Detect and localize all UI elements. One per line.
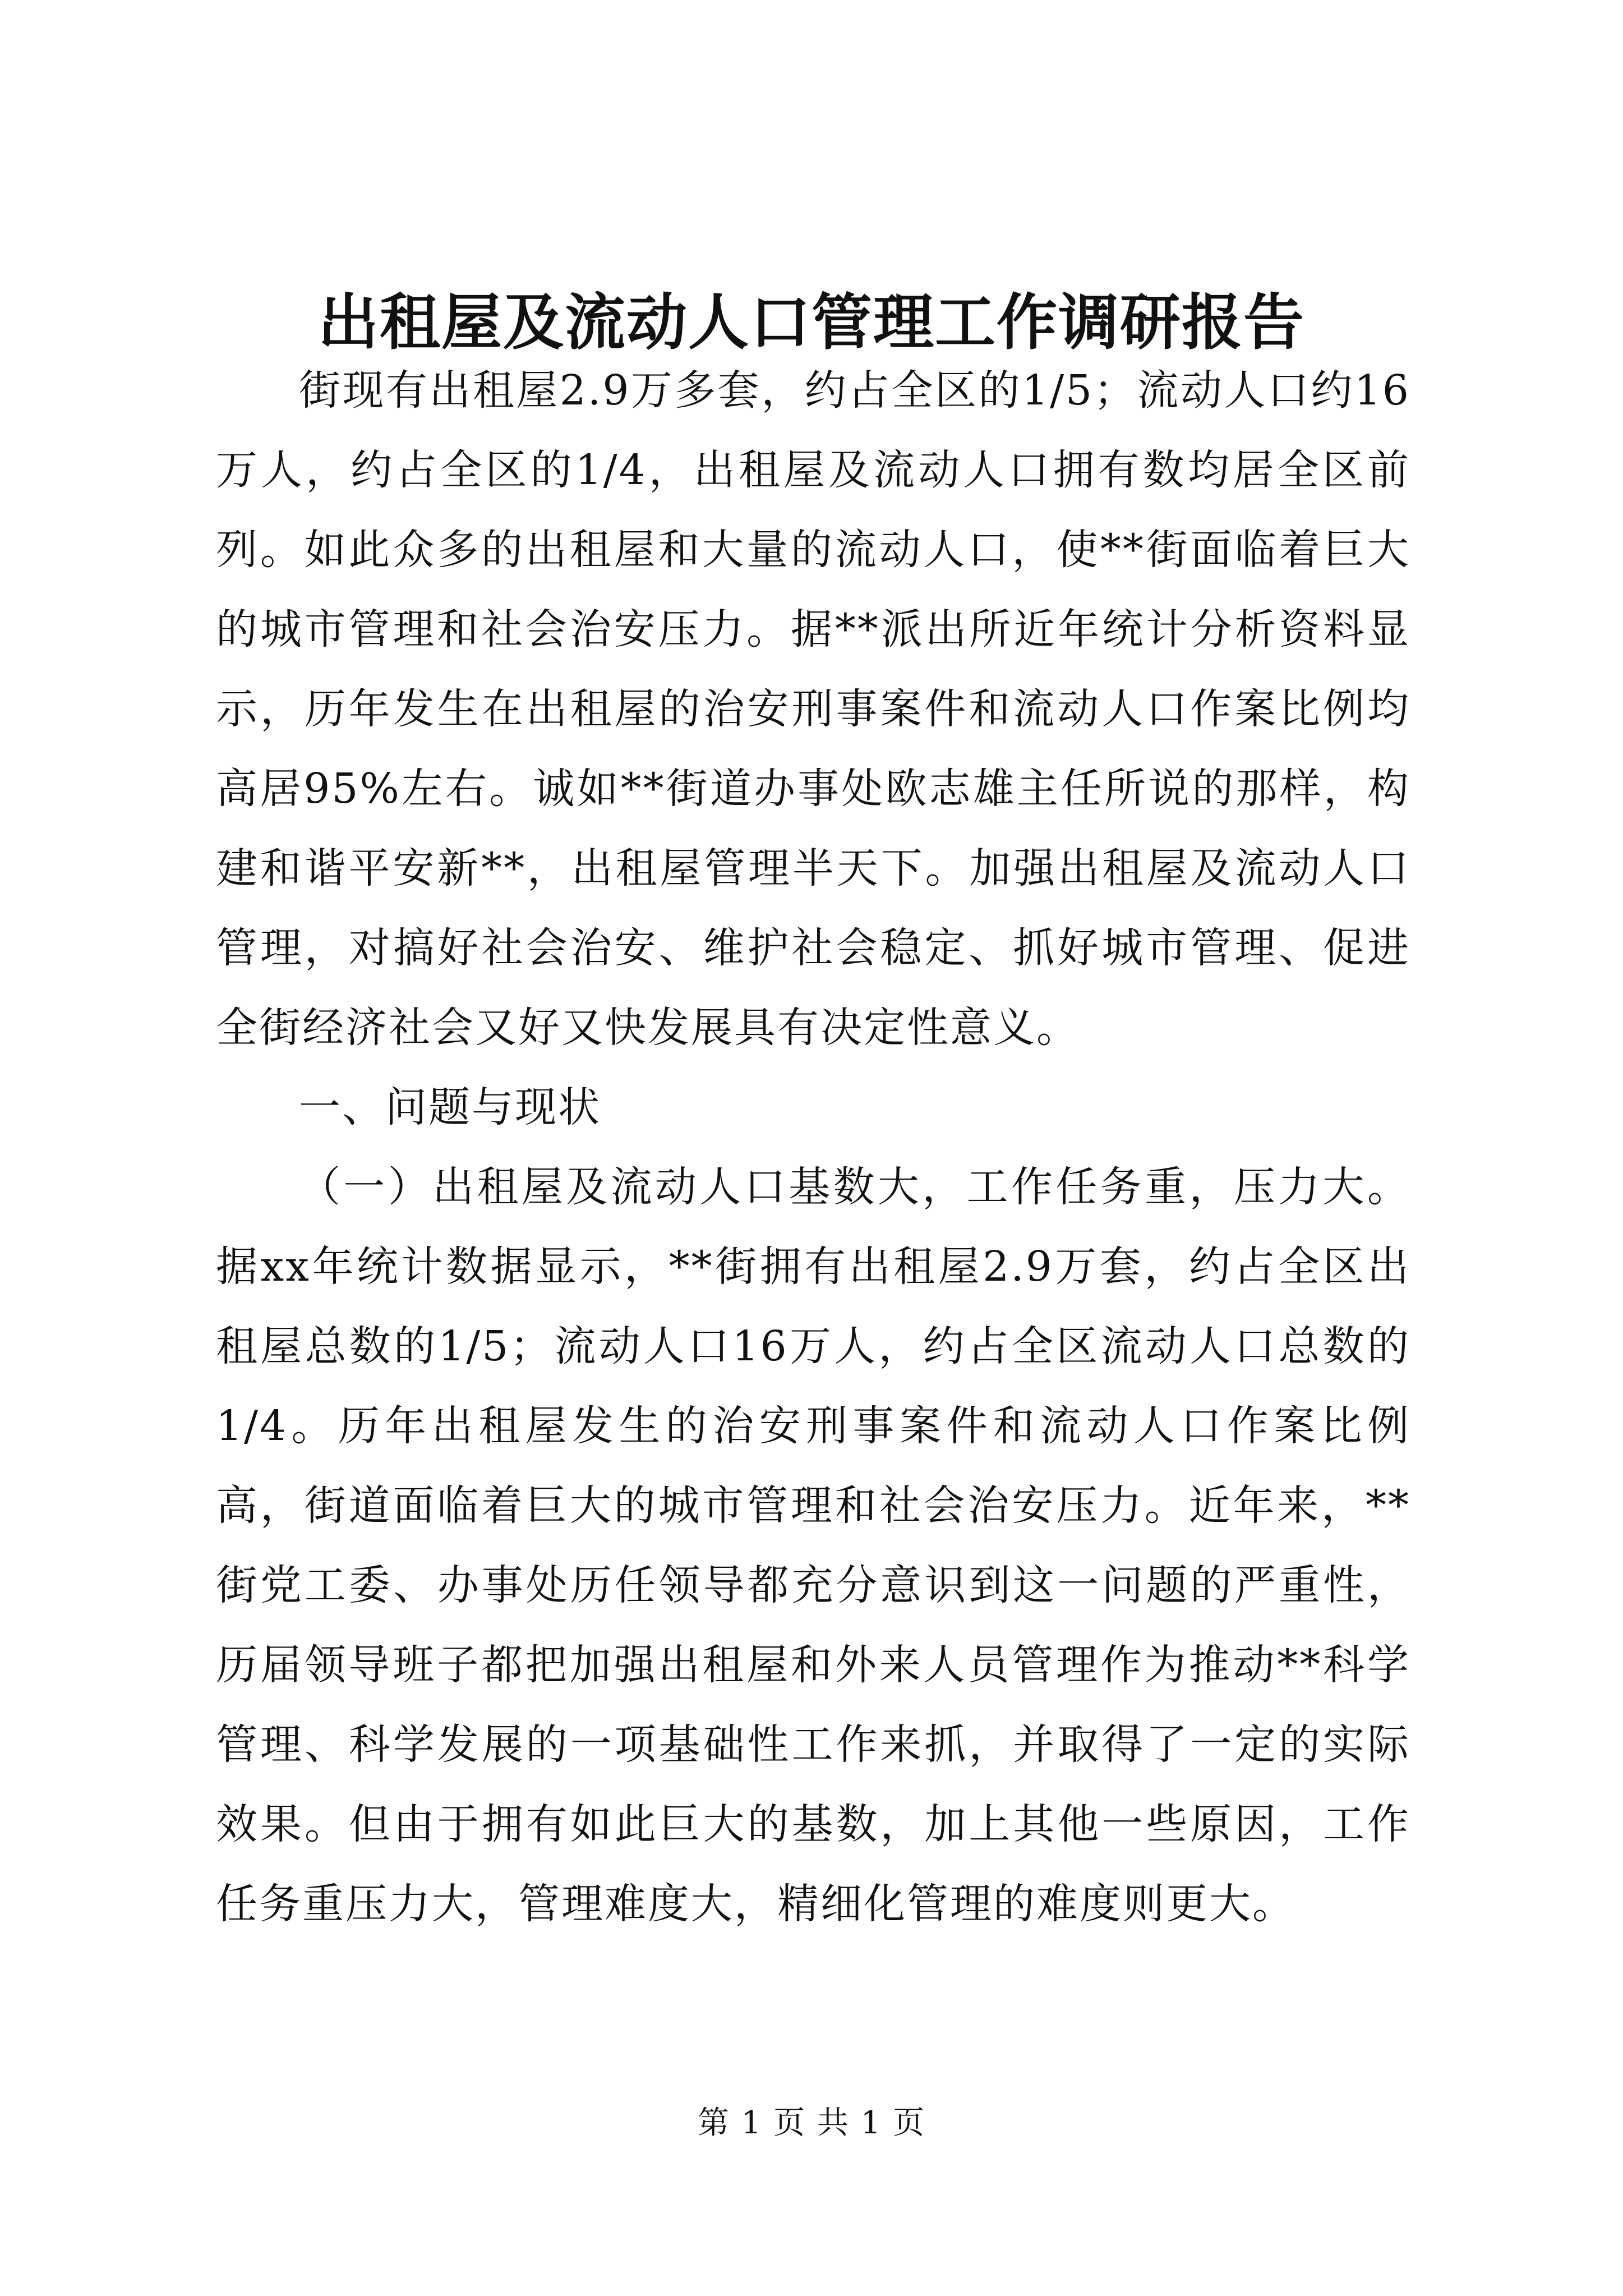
section-heading: 一、问题与现状	[299, 1083, 601, 1131]
section-paragraph: （一）出租屋及流动人口基数大，工作任务重，压力大。据xx年统计数据显示，**街拥有出租屋2.9万套，约占全区出租屋总数的1/5；流动人口16万人，约占全区流动人口总数的1/4。历年出租屋发生的治安刑事案件和流动人口作案比例高，街道面临着巨大的城市管理和社会治安压力。近年来，**街党工委、办事处历任领导都充分意识到这一问题的严重性，历届领导班子都把加强出租屋和外来人员管理作为推动**科学管理、科学发展的一项基础性工作来抓，并取得了一定的实际效果。但由于拥有如此巨大的基数，加上其他一些原因，工作任务重压力大，管理难度大，精细化管理的难度则更大。	[216, 1163, 1410, 1928]
document-title: 出租屋及流动人口管理工作调研报告	[317, 287, 1305, 358]
page-footer: 第 1 页 共 1 页	[697, 2105, 926, 2141]
intro-paragraph: 街现有出租屋2.9万多套，约占全区的1/5；流动人口约16万人，约占全区的1/4，出租屋及流动人口拥有数均居全区前列。如此众多的出租屋和大量的流动人口，使**街面临着巨大的城市管理和社会治安压力。据**派出所近年统计分析资料显示，历年发生在出租屋的治安刑事案件和流动人口作案比例均高居95%左右。诚如**街道办事处欧志雄主任所说的那样，构建和谐平安新**，出租屋管理半天下。加强出租屋及流动人口管理，对搞好社会治安、维护社会稳定、抓好城市管理、促进全街经济社会又好又快发展具有决定性意义。	[216, 366, 1410, 1052]
document-body	[216, 351, 1410, 1944]
